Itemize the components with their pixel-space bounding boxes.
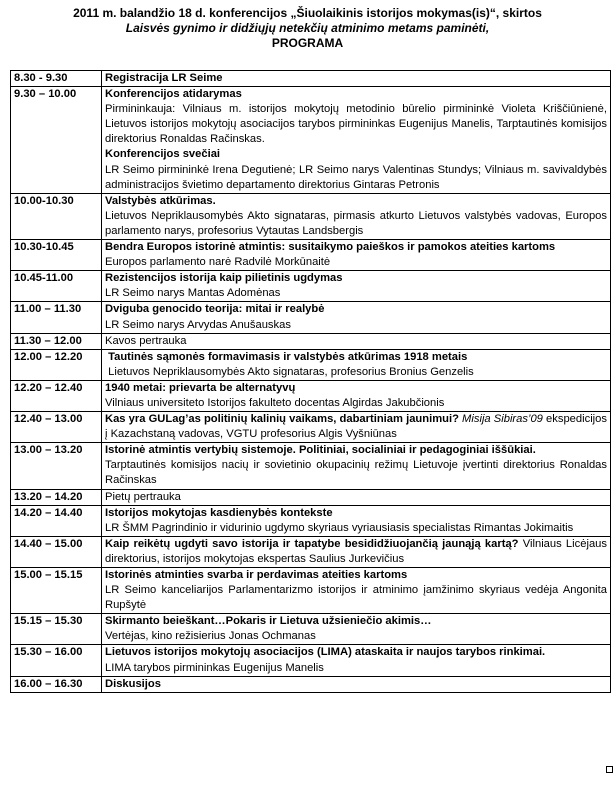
table-row: [11, 349, 611, 380]
time-cell: 12.00 – 12.20: [11, 349, 102, 380]
time-cell: 13.00 – 13.20: [11, 443, 102, 489]
session-cell: [102, 412, 611, 443]
session-cell: [102, 614, 611, 645]
table-row: [11, 302, 611, 333]
table-row: [11, 489, 611, 505]
session-title: Registracija LR Seime: [105, 72, 223, 84]
table-row: [11, 87, 611, 194]
table-row: [11, 412, 611, 443]
session-speaker: Lietuvos Nepriklausomybės Akto signataras, profesorius Bronius Genzelis: [105, 365, 474, 378]
session-title: Kas yra GULag’as politinių kalinių vaikams, dabartiniam jaunimui?: [105, 413, 459, 426]
document-header: [0, 6, 615, 51]
session-cell: [102, 302, 611, 333]
session-title: Valstybės atkūrimas.: [105, 194, 216, 207]
session-speaker: Vilniaus universiteto Istorijos fakulteto docentas Algirdas Jakubčionis: [105, 396, 445, 409]
break-label: Kavos pertrauka: [105, 334, 187, 347]
time-cell: 8.30 - 9.30: [11, 71, 102, 87]
time-cell: 10.30-10.45: [11, 240, 102, 271]
session-speaker: Lietuvos Nepriklausomybės Akto signataras, pirmasis atkurto Lietuvos valstybės vadovas, Europos parlamento narys, profesorius Vytautas Landsbergis: [105, 209, 607, 237]
session-title: Tautinės sąmonės formavimasis ir valstybės atkūrimas 1918 metais: [105, 350, 468, 363]
time-cell: 16.00 – 16.30: [11, 676, 102, 692]
expedition-name: Misija Sibiras’09: [458, 413, 543, 426]
session-details: Pirmininkauja: Vilniaus m. istorijos mokytojų metodinio būrelio pirmininkė Violeta Kriščiūnienė, Lietuvos istorijos mokytojų asociacijos tarybos pirmininkas Eugenijus Manelis, Tarptautinės komisijos direktorius Ronaldas Račinskas.: [105, 103, 607, 146]
session-speaker: LR Seimo kanceliarijos Parlamentarizmo istorijos ir atminimo įamžinimo skyriaus vedėja Angonita Rupšytė: [105, 584, 607, 612]
session-title: Skirmanto beieškant…Pokaris ir Lietuva užsieniečio akimis…: [105, 615, 432, 628]
table-row: [11, 380, 611, 411]
session-cell: [102, 645, 611, 676]
header-line-2: Laisvės gynimo ir didžiųjų netekčių atminimo metams paminėti,: [125, 21, 490, 35]
session-speaker: Vilniaus Licėjaus direktorius, istorijos mokytojas ekspertas Saulius Jurkevičius: [105, 537, 607, 565]
session-cell: [102, 193, 611, 239]
session-cell: [102, 71, 611, 87]
time-cell: 10.45-11.00: [11, 271, 102, 302]
program-table: [10, 70, 611, 693]
session-text: [105, 537, 607, 567]
session-title: Bendra Europos istorinė atmintis: susitaikymo paieškos ir pamokos ateities kartoms: [105, 241, 556, 254]
table-row: [11, 240, 611, 271]
session-cell: [102, 676, 611, 692]
table-row: [11, 614, 611, 645]
session-speaker: Tarptautinės komisijos nacių ir sovietinio okupacinių režimų Lietuvoje įvertinti direktorius Ronaldas Račinskas: [105, 459, 607, 487]
table-row: [11, 676, 611, 692]
session-subtitle: Konferencijos svečiai: [105, 148, 221, 161]
table-row: [11, 193, 611, 239]
time-cell: 10.00-10.30: [11, 193, 102, 239]
session-speaker: LR Seimo narys Mantas Adomėnas: [105, 287, 281, 300]
session-cell: [102, 536, 611, 567]
time-cell: 13.20 – 14.20: [11, 489, 102, 505]
time-cell: 12.20 – 12.40: [11, 380, 102, 411]
break-label: Pietų pertrauka: [105, 490, 181, 503]
session-speaker: ekspedicijos į Kazachstaną vadovas, VGTU profesorius Algis Vyšniūnas: [105, 413, 607, 441]
session-title: Lietuvos istorijos mokytojų asociacijos (LIMA) ataskaita ir naujos tarybos rinkimai.: [105, 646, 546, 659]
time-cell: 11.00 – 11.30: [11, 302, 102, 333]
time-cell: 14.40 – 15.00: [11, 536, 102, 567]
header-line-1: 2011 m. balandžio 18 d. konferencijos „Šiuolaikinis istorijos mokymas(is)“, skirtos: [73, 6, 542, 20]
table-row: [11, 333, 611, 349]
session-cell: [102, 568, 611, 614]
session-cell: [102, 333, 611, 349]
session-title: Istorinė atmintis vertybių sistemoje. Politiniai, socialiniai ir pedagoginiai iššūkiai.: [105, 444, 536, 457]
table-row: [11, 568, 611, 614]
session-speaker: Europos parlamento narė Radvilė Morkūnaitė: [105, 256, 331, 269]
table-row: [11, 505, 611, 536]
session-title: Rezistencijos istorija kaip pilietinis ugdymas: [105, 272, 343, 285]
time-cell: 11.30 – 12.00: [11, 333, 102, 349]
time-cell: 15.00 – 15.15: [11, 568, 102, 614]
time-cell: 15.30 – 16.00: [11, 645, 102, 676]
table-row: [11, 443, 611, 489]
table-row: [11, 645, 611, 676]
session-title: Dviguba genocido teorija: mitai ir realybė: [105, 303, 325, 316]
session-cell: [102, 240, 611, 271]
session-speaker: Vertėjas, kino režisierius Jonas Ochmanas: [105, 630, 316, 643]
time-cell: 9.30 – 10.00: [11, 87, 102, 194]
session-cell: [102, 489, 611, 505]
table-row: [11, 271, 611, 302]
session-cell: [102, 349, 611, 380]
session-speaker: LIMA tarybos pirmininkas Eugenijus Manelis: [105, 661, 324, 674]
session-guests: LR Seimo pirmininkė Irena Degutienė; LR Seimo narys Valentinas Stundys; Vilniaus m. savivaldybės administracijos švietimo departamento direktorius Gintaras Petronis: [105, 163, 607, 191]
session-speaker: LR ŠMM Pagrindinio ir vidurinio ugdymo skyriaus vyriausiasis specialistas Rimantas Jokimaitis: [105, 521, 574, 534]
table-resize-handle[interactable]: [606, 766, 613, 773]
session-cell: [102, 505, 611, 536]
session-cell: [102, 271, 611, 302]
session-cell: [102, 443, 611, 489]
session-title: Istorinės atminties svarba ir perdavimas ateities kartoms: [105, 569, 408, 581]
table-row: [11, 536, 611, 567]
session-title: 1940 metai: prievarta be alternatyvų: [105, 381, 296, 394]
session-cell: [102, 380, 611, 411]
table-row: [11, 71, 611, 87]
session-text: [105, 412, 607, 442]
time-cell: 14.20 – 14.40: [11, 505, 102, 536]
session-title: Konferencijos atidarymas: [105, 88, 242, 101]
session-title: Diskusijos: [105, 677, 161, 690]
session-cell: [102, 87, 611, 194]
program-heading: PROGRAMA: [271, 36, 344, 50]
session-title: Kaip reikėtų ugdyti savo istorija ir tapatybe besididžiuojančią jaunąją kartą?: [105, 537, 519, 550]
time-cell: 15.15 – 15.30: [11, 614, 102, 645]
session-speaker: LR Seimo narys Arvydas Anušauskas: [105, 318, 291, 331]
session-title: Istorijos mokytojas kasdienybės kontekste: [105, 506, 333, 519]
time-cell: 12.40 – 13.00: [11, 412, 102, 443]
